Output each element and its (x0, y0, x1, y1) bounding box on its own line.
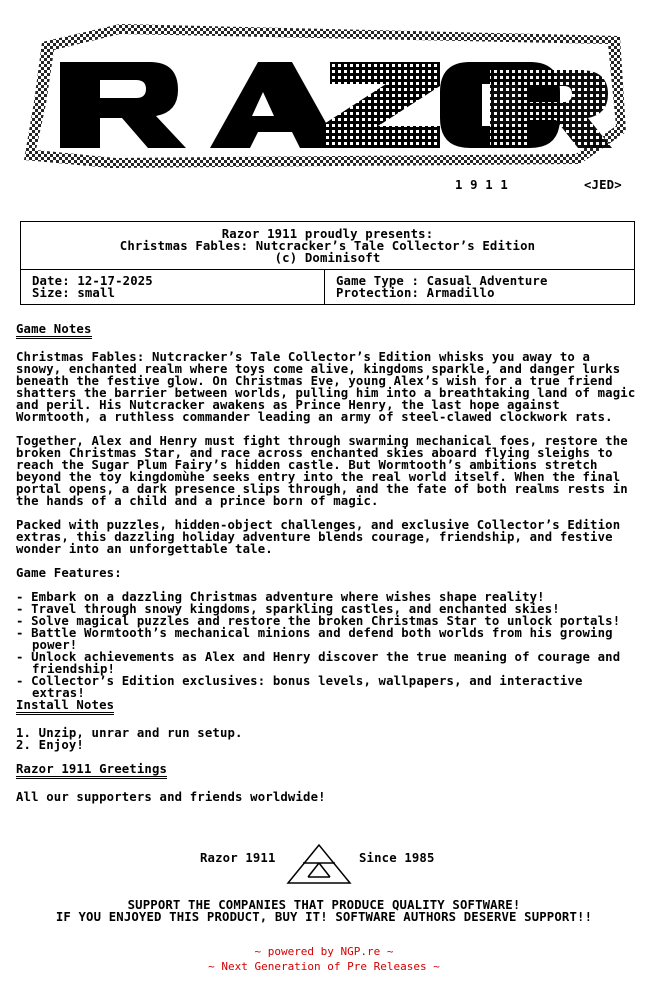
credits-artist: <JED> (584, 178, 622, 192)
notes-paragraph-1: Christmas Fables: Nutcracker’s Tale Collector’s Edition whisks you away to a snowy, enchanted realm where toys come alive, kingdoms sparkle, and danger lurks beneath the festive glow. On Christmas Eve, young Alex’s wish for a true friend shatters the barrier between worlds, pulling him into a breathtaking land of magic and peril. His Nutcracker awakens as Prince Henry, the last hope against Wormtooth, a ruthless commander leading an army of steel-clawed clockwork rats. (16, 350, 636, 424)
game-title: Christmas Fables: Nutcracker’s Tale Collector’s Edition (119, 239, 536, 253)
release-info-box (20, 221, 635, 305)
game-notes-heading: Game Notes (16, 323, 92, 339)
since-right: Since 1985 (359, 851, 435, 865)
release-size: Size: small (32, 286, 116, 300)
since-left: Razor 1911 (200, 851, 276, 865)
support-line-2: IF YOU ENJOYED THIS PRODUCT, BUY IT! SOFTWARE AUTHORS DESERVE SUPPORT!! (55, 910, 593, 924)
install-step: 2. Enjoy! (16, 738, 84, 752)
credits-year: 1 9 1 1 (455, 178, 508, 192)
feature-item: - Embark on a dazzling Christmas adventure where wishes shape reality! (16, 590, 545, 604)
feature-item: - Travel through snowy kingdoms, sparkling castles, and enchanted skies! (16, 602, 560, 616)
ngp-line-1: ~ powered by NGP.re ~ (254, 945, 394, 958)
support-line-1: SUPPORT THE COMPANIES THAT PRODUCE QUALITY SOFTWARE! (127, 898, 521, 912)
install-notes-heading: Install Notes (16, 699, 114, 715)
copyright-line: (c) Dominisoft (274, 251, 381, 265)
install-step: 1. Unzip, unrar and run setup. (16, 726, 243, 740)
features-list (16, 591, 640, 699)
since-banner (0, 850, 648, 890)
nfo-content (16, 323, 640, 803)
notes-paragraph-3: Packed with puzzles, hidden-object challenges, and exclusive Collector’s Edition extras, this dazzling holiday adventure blends courage, friendship, and festive wonder into an unforgettable tale. (16, 518, 621, 556)
greetings-text: All our supporters and friends worldwide! (16, 790, 326, 804)
notes-paragraph-2: Together, Alex and Henry must fight through swarming mechanical foes, restore the broken Christmas Star, and race across enchanted skies aboard flying sleighs to reach the Sugar Plum Fairy’s hidden castle. But Wormtooth’s ambitions stretch beyond the toy kingdomùhe seeks entry into the real world itself. When the final portal opens, a dark presence slips through, and the fate of both realms rests in the hands of a child and a prince born of magic. (16, 434, 628, 508)
feature-item: - Battle Wormtooth’s mechanical minions and defend both worlds from his growing power! (16, 626, 613, 652)
feature-item: - Solve magical puzzles and restore the broken Christmas Star to unlock portals! (16, 614, 621, 628)
features-heading: Game Features: (16, 566, 122, 580)
ngp-line-2: ~ Next Generation of Pre Releases ~ (208, 960, 440, 973)
feature-item: - Collector’s Edition exclusives: bonus levels, wallpapers, and interactive extras! (16, 674, 583, 700)
game-type: Game Type : Casual Adventure (336, 274, 548, 288)
greetings-heading: Razor 1911 Greetings (16, 763, 167, 779)
support-block (0, 899, 648, 923)
release-date: Date: 12-17-2025 (32, 274, 153, 288)
triangle-icon (286, 843, 352, 887)
protection: Protection: Armadillo (336, 286, 495, 300)
presents-line: Razor 1911 proudly presents: (221, 227, 434, 241)
feature-item: - Unlock achievements as Alex and Henry discover the true meaning of courage and friendship! (16, 650, 621, 676)
razor-logo (20, 22, 632, 172)
